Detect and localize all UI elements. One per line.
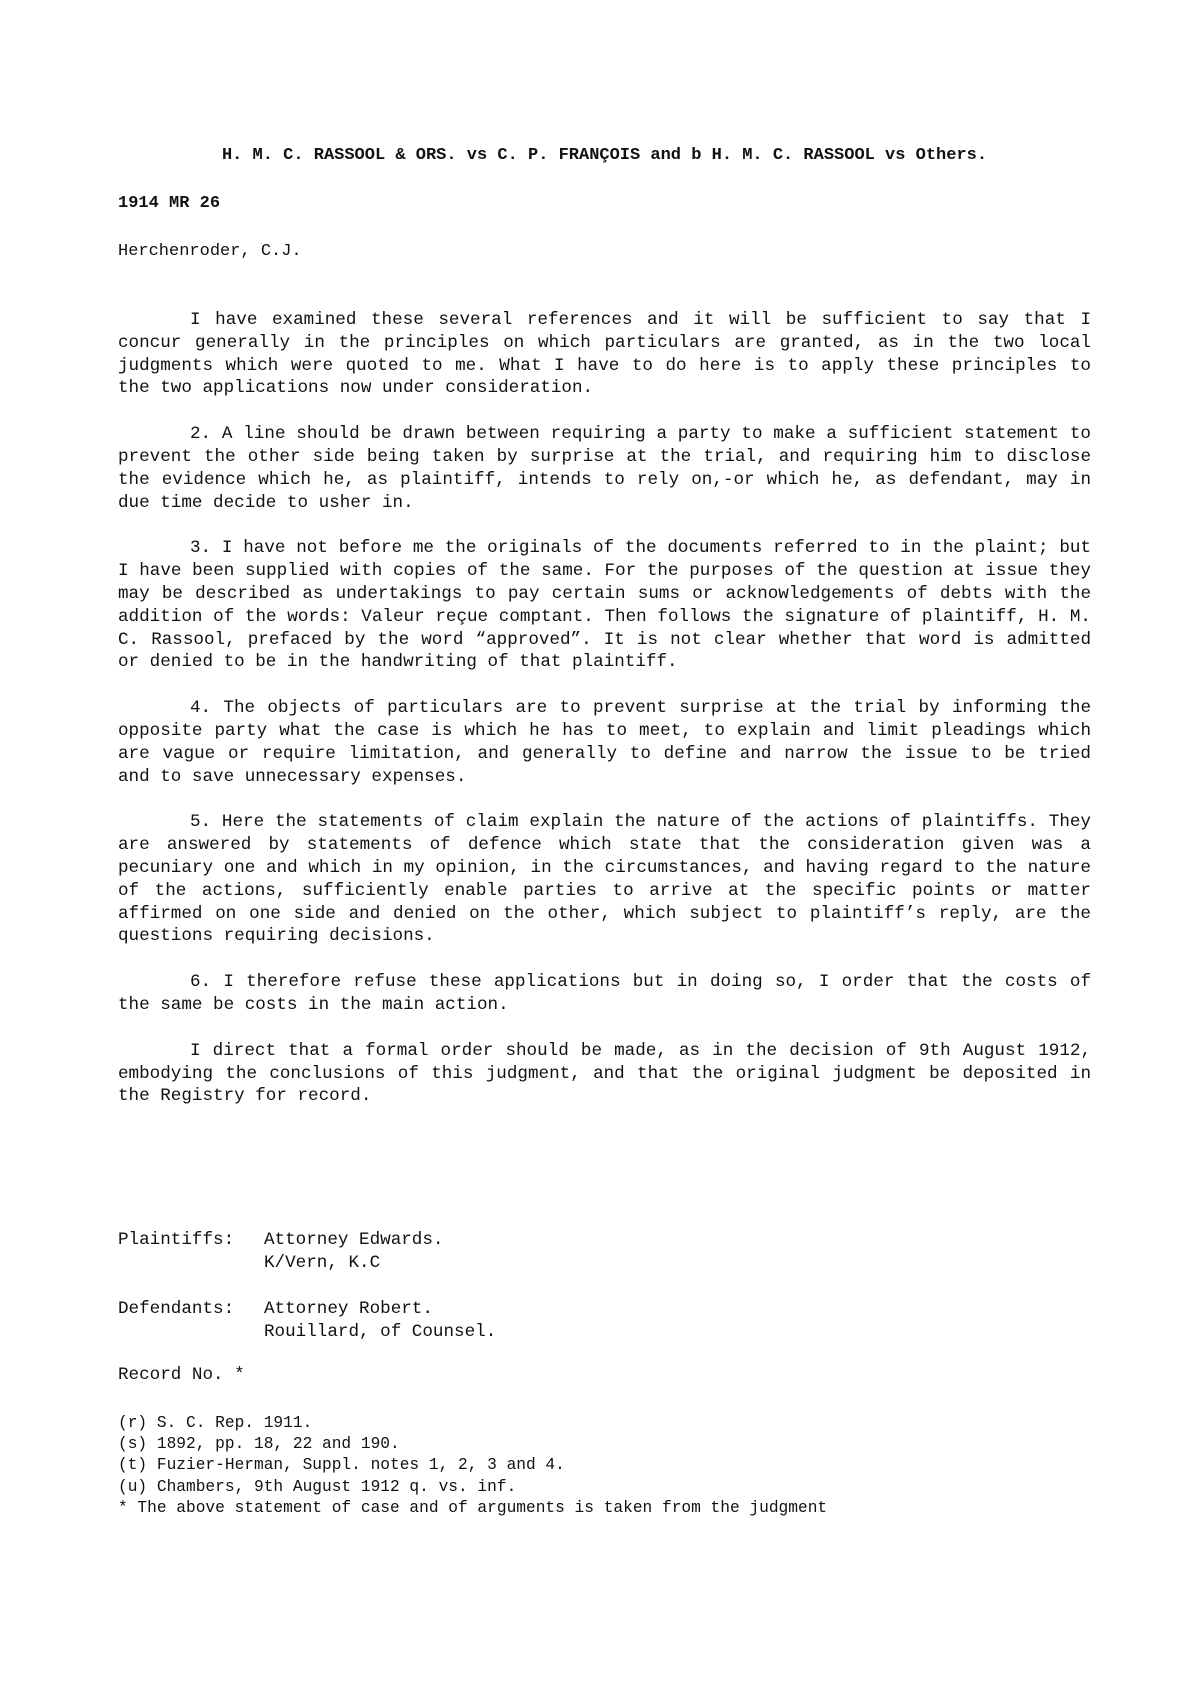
footnote-u: (u) Chambers, 9th August 1912 q. vs. inf. bbox=[118, 1477, 517, 1496]
footnotes bbox=[118, 1413, 827, 1519]
defendants-label: Defendants: bbox=[118, 1299, 235, 1319]
paragraph-intro: I have examined these several references and it will be sufficient to say that I concur generally in the principles on which particulars are granted, as in the two local judgments which were quoted to me. What I have to do here is to apply these principles to the two applications now under consideration. bbox=[118, 310, 1091, 399]
judgment-date: 1914 MR 26 bbox=[118, 194, 221, 213]
record-number: Record No. * bbox=[118, 1365, 245, 1385]
paragraph-3: 3. I have not before me the originals of the documents referred to in the plaint; but I have been supplied with copies of the same. For the purposes of the question at issue they may be described as undertakings to pay certain sums or acknowledgements of debts with the addition of the words: Valeur reçue comptant. Then follows the signature of plaintiff, H. M. C. Rassool, prefaced by the word “approved”. It is not clear whether that word is admitted or denied to be in the handwriting of that plaintiff. bbox=[118, 538, 1091, 673]
judge-name: Herchenroder, C.J. bbox=[118, 242, 302, 261]
case-title: H. M. C. RASSOOL & ORS. vs C. P. FRANÇOIS and b H. M. C. RASSOOL vs Others. bbox=[221, 146, 988, 165]
footnote-asterisk: * The above statement of case and of arguments is taken from the judgment bbox=[118, 1498, 828, 1517]
counsel-section bbox=[118, 1229, 496, 1367]
paragraph-5: 5. Here the statements of claim explain the nature of the actions of plaintiffs. They are answered by statements of defence which state that the consideration given was a pecuniary one and which in my opinion, in the circumstances, and having regard to the nature of the actions, sufficiently enable parties to arrive at the specific points or matter affirmed on one side and denied on the other, which subject to plaintiff’s reply, are the questions requiring decisions. bbox=[118, 812, 1091, 947]
defendants-counsel bbox=[118, 1298, 496, 1344]
paragraph-2: 2. A line should be drawn between requiring a party to make a sufficient statement to prevent the other side being taken by surprise at the trial, and requiring him to disclose the evidence which he, as plaintiff, intends to rely on,-or which he, as defendant, may in due time decide to usher in. bbox=[118, 424, 1091, 513]
plaintiffs-counsel-name: K/Vern, K.C bbox=[264, 1253, 381, 1273]
footnote-t: (t) Fuzier-Herman, Suppl. notes 1, 2, 3 and 4. bbox=[118, 1456, 565, 1475]
footnote-s: (s) 1892, pp. 18, 22 and 190. bbox=[118, 1435, 400, 1454]
defendants-attorney: Attorney Robert. bbox=[264, 1299, 433, 1319]
defendants-counsel-name: Rouillard, of Counsel. bbox=[264, 1322, 497, 1342]
paragraph-order: I direct that a formal order should be made, as in the decision of 9th August 1912, embodying the conclusions of this judgment, and that the original judgment be deposited in the Registry for record. bbox=[118, 1040, 1091, 1107]
judgment-body bbox=[118, 309, 1091, 1108]
plaintiffs-attorney: Attorney Edwards. bbox=[264, 1230, 444, 1250]
plaintiffs-label: Plaintiffs: bbox=[118, 1230, 235, 1250]
paragraph-6: 6. I therefore refuse these applications but in doing so, I order that the costs of the same be costs in the main action. bbox=[118, 972, 1091, 1015]
plaintiffs-counsel bbox=[118, 1229, 496, 1275]
footnote-r: (r) S. C. Rep. 1911. bbox=[118, 1414, 313, 1432]
paragraph-4: 4. The objects of particulars are to prevent surprise at the trial by informing the opposite party what the case is which he has to meet, to explain and limit pleadings which are vague or require limitation, and generally to define and narrow the issue to be tried and to save unnecessary expenses. bbox=[118, 698, 1091, 787]
